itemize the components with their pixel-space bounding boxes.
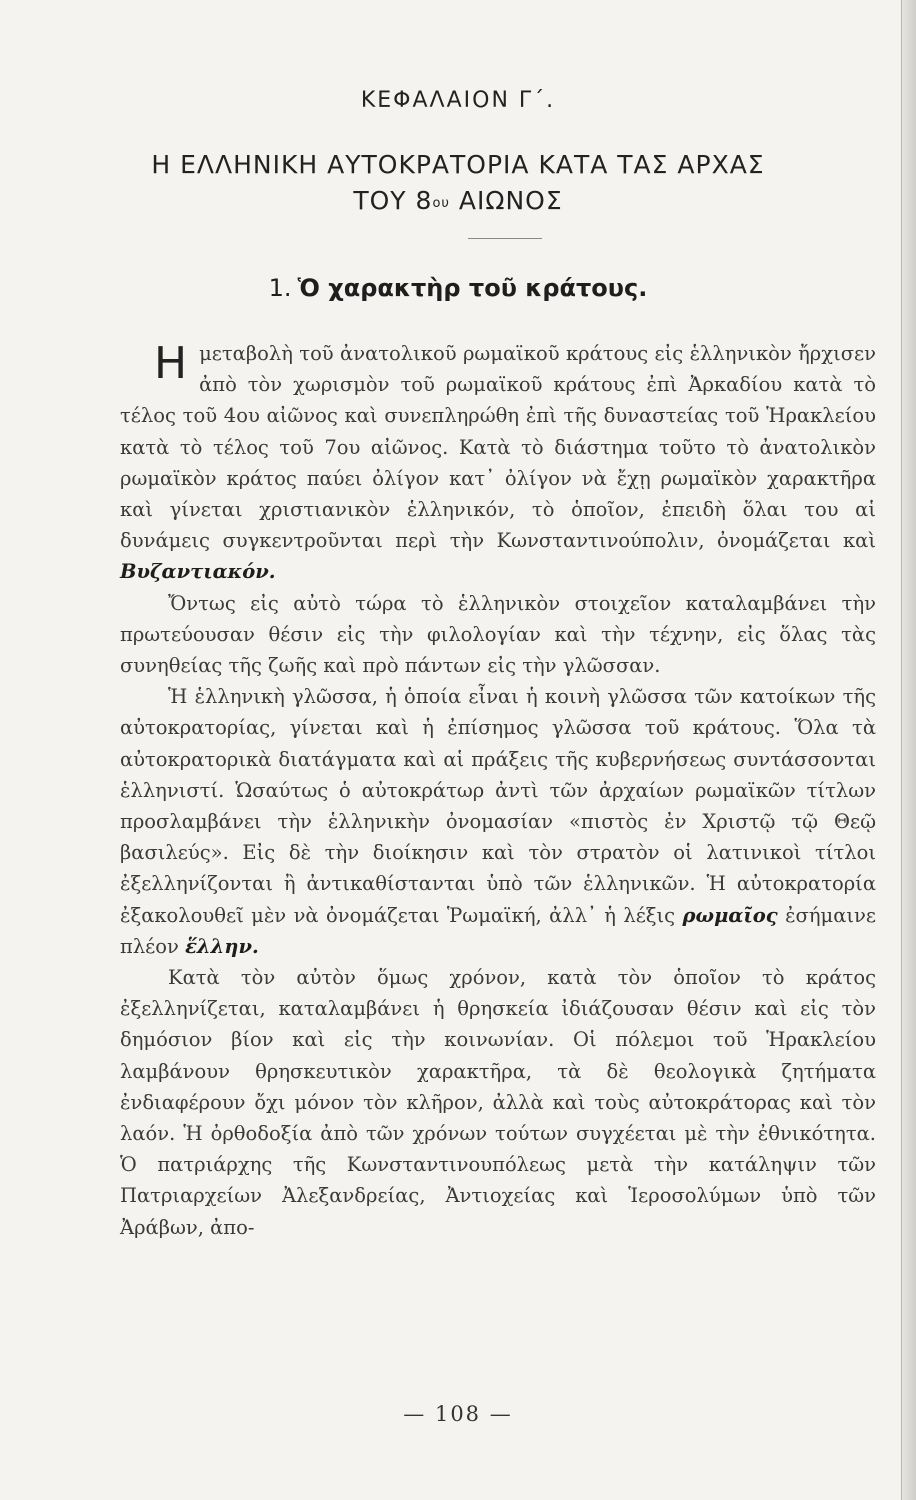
section-title: Ὁ χαρακτὴρ τοῦ κράτους.: [297, 274, 648, 302]
body-text: [120, 338, 876, 1243]
paragraph-3-emphasis-1: ρωμαῖος: [682, 903, 778, 927]
paragraph-1: [120, 338, 876, 588]
paragraph-3-text-a: Ἡ ἑλληνικὴ γλῶσσα, ἡ ὁποία εἶναι ἡ κοινὴ γλῶσσα τῶν κατοίκων τῆς αὐτοκρατορίας, γίνεται καὶ ἡ ἐπίσημος γλῶσσα τοῦ κράτους. Ὅλα τὰ αὐτοκρατορικὰ διατάγματα καὶ αἱ πράξεις τῆς κυβερνήσεως συντάσσονται ἑλληνιστί. Ὡσαύτως ὁ αὐτοκράτωρ ἀντὶ τῶν ἀρχαίων ρωμαϊκῶν τίτλων προσλαμβάνει τὴν ἑλληνικὴν ὀνομασίαν «πιστὸς ἐν Χριστῷ τῷ Θεῷ βασιλεύς». Εἰς δὲ τὴν διοίκησιν καὶ τὸν στρατὸν οἱ λατινικοὶ τίτλοι ἐξελληνίζονται ἢ ἀντικαθίστανται ὑπὸ τῶν ἑλληνικῶν. Ἡ αὐτοκρατορία ἐξακολουθεῖ μὲν νὰ ὀνομάζεται Ῥωμαϊκή, ἀλλ᾽ ἡ λέξις: [120, 685, 876, 927]
section-heading: [0, 274, 916, 302]
paragraph-3: [120, 681, 876, 962]
title-line-2-post: ΑΙΩΝΟΣ: [449, 186, 563, 215]
paragraph-1-emphasis: Βυζαντιακόν.: [120, 560, 276, 584]
divider: [468, 238, 542, 239]
page-number: — 108 —: [403, 1402, 513, 1426]
paragraph-4: Κατὰ τὸν αὐτὸν ὅμως χρόνον, κατὰ τὸν ὁποῖον τὸ κράτος ἐξελληνίζεται, καταλαμβάνει ἡ θρησκεία ἰδιάζουσαν θέσιν καὶ εἰς τὸν δημόσιον βίον καὶ εἰς τὴν κοινωνίαν. Οἱ πόλεμοι τοῦ Ἡρακλείου λαμβάνουν θρησκευτικὸν χαρακτῆρα, τὰ δὲ θεολογικὰ ζητήματα ἐνδιαφέρουν ὄχι μόνον τὸν κλῆρον, ἀλλὰ καὶ τοὺς αὐτοκράτορας καὶ τὸν λαόν. Ἡ ὀρθοδοξία ἀπὸ τῶν χρόνων τούτων συγχέεται μὲ τὴν ἐθνικότητα. Ὁ πατριάρχης τῆς Κωνσταντινουπόλεως μετὰ τὴν κατάληψιν τῶν Πατριαρχείων Ἀλεξανδρείας, Ἀντιοχείας καὶ Ἱεροσολύμων ὑπὸ τῶν Ἀράβων, ἀπο-: [120, 966, 876, 1239]
paragraph-3-emphasis-2: ἕλλην.: [185, 934, 259, 958]
section-number: 1.: [268, 274, 292, 302]
title-line-1: Η ΕΛΛΗΝΙΚΗ ΑΥΤΟΚΡΑΤΟΡΙΑ ΚΑΤΑ ΤΑΣ ΑΡΧΑΣ: [151, 150, 765, 179]
chapter-heading: ΚΕΦΑΛΑΙΟΝ Γ΄.: [360, 88, 556, 113]
paragraph-1-text: μεταβολὴ τοῦ ἀνατολικοῦ ρωμαϊκοῦ κράτους εἰς ἑλληνικὸν ἤρχισεν ἀπὸ τὸν χωρισμὸν τοῦ ρωμαϊκοῦ κράτους ἐπὶ Ἀρκαδίου κατὰ τὸ τέλος τοῦ 4ου αἰῶνος καὶ συνεπληρώθη ἐπὶ τῆς δυναστείας τοῦ Ἡρακλείου κατὰ τὸ τέλος τοῦ 7ου αἰῶνος. Κατὰ τὸ διάστημα τοῦτο τὸ ἀνατολικὸν ρωμαϊκὸν κράτος παύει ὀλίγον κατ᾽ ὀλίγον νὰ ἔχῃ ρωμαϊκὸν χαρακτῆρα καὶ γίνεται χριστιανικὸν ἑλληνικόν, τὸ ὁποῖον, ἐπειδὴ ὅλαι του αἱ δυνάμεις συγκεντροῦνται περὶ τὴν Κωνσταντινούπολιν, ὀνομάζεται καὶ: [120, 342, 876, 553]
drop-cap: Η: [154, 338, 188, 389]
page-edge: [901, 0, 916, 1500]
title-line-2-pre: ΤΟΥ 8: [353, 186, 433, 215]
title-line-2: [0, 186, 916, 215]
paragraph-3-text-b: ἐσήμαινε πλέον: [120, 903, 876, 958]
paragraph-2: Ὄντως εἰς αὐτὸ τώρα τὸ ἑλληνικὸν στοιχεῖον καταλαμβάνει τὴν πρωτεύουσαν θέσιν εἰς τὴν φιλολογίαν καὶ τὴν τέχνην, εἰς ὅλας τὰς συνηθείας τῆς ζωῆς καὶ πρὸ πάντων εἰς τὴν γλῶσσαν.: [120, 591, 876, 678]
title-line-2-sup: ου: [432, 196, 450, 211]
